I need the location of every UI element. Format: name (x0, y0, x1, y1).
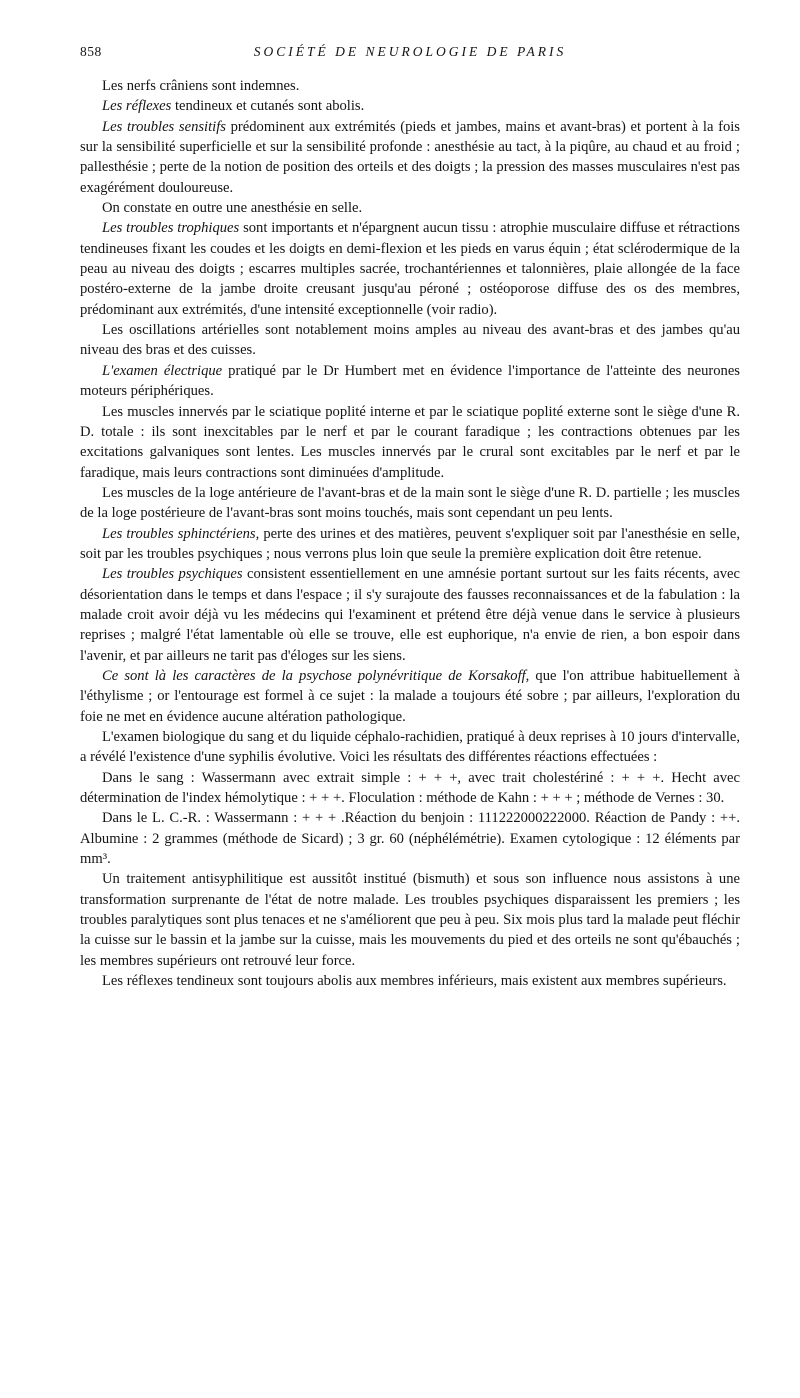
paragraph (80, 402, 740, 483)
paragraph-lead: Ce sont là les caractères de la psychose polynévritique de Korsakoff, (102, 667, 530, 684)
paragraph-text: Les muscles innervés par le sciatique poplité interne et par le sciatique poplité externe sont le siège d'une R. D. totale : ils sont inexcitables par le nerf et par le courant faradique ; les contractions obtenues par les excitations galvaniques sont lentes. Les muscles innervés par le crural sont excitables par le nerf et par le faradique, mais leurs contractions sont diminuées d'amplitude. (80, 403, 740, 481)
paragraph-text: Les réflexes tendineux sont toujours abolis aux membres inférieurs, mais existent aux membres supérieurs. (102, 973, 727, 990)
paragraph (80, 198, 740, 218)
paragraph (80, 666, 740, 727)
paragraph-text: tendineux et cutanés sont abolis. (171, 98, 365, 115)
paragraph (80, 971, 740, 991)
paragraph-text: que l'on attribue habituellement à l'éthylisme ; or l'entourage est formel à ce sujet : la malade a toujours été sobre ; par ailleurs, l'exploration du foie ne met en évidence aucune altération pathologique. (80, 667, 740, 725)
paragraph (80, 524, 740, 565)
paragraph-lead: Les réflexes (102, 98, 172, 115)
paragraph-text: Les nerfs crâniens sont indemnes. (102, 78, 300, 94)
paragraph-text: Dans le L. C.-R. : Wassermann : + + + .Réaction du benjoin : 111222000222000. Réaction de Pandy : ++. Albumine : 2 grammes (méthode de Sicard) ; 3 gr. 60 (néphélémétrie). Examen cytologique : 12 éléments par mm³. (80, 810, 740, 868)
paragraph (80, 727, 740, 768)
paragraph-lead: Les troubles sensitifs (102, 118, 226, 135)
paragraph (80, 361, 740, 402)
paragraph (80, 483, 740, 524)
paragraph-text: Les oscillations artérielles sont notablement moins amples au niveau des avant-bras et des jambes qu'au niveau des bras et des cuisses. (80, 322, 740, 359)
paragraph-text: Un traitement antisyphilitique est aussitôt institué (bismuth) et sous son influence nous assistons à une transformation surprenante de l'état de notre malade. Les troubles psychiques disparaissent les premiers ; les troubles paralytiques sont plus tenaces et ne s'améliorent que peu à peu. Six mois plus tard la malade peut fléchir la cuisse sur le bassin et la jambe sur la cuisse, mais les mouvements du pied et des orteils ne sont qu'ébauchés ; les membres supérieurs ont retrouvé leur force. (80, 871, 740, 969)
paragraph-lead: L'examen électrique (102, 362, 223, 379)
document-page (80, 42, 740, 991)
paragraph (80, 808, 740, 869)
paragraph-lead: Les troubles psychiques (102, 566, 243, 583)
paragraph-text: pratiqué par le Dr Humbert met en évidence l'importance de l'atteinte des neurones moteurs périphériques. (80, 362, 740, 400)
page-number: 858 (80, 44, 102, 59)
paragraph-text: perte des urines et des matières, peuvent s'expliquer soit par l'anesthésie en selle, soit par les troubles psychiques ; nous verrons plus loin que seule la première explication doit être retenue. (80, 525, 740, 562)
paragraph-lead: Les troubles sphinctériens, (102, 525, 260, 542)
page-header (80, 42, 740, 64)
paragraph (80, 768, 740, 809)
paragraph (80, 76, 740, 96)
paragraph-text: Dans le sang : Wassermann avec extrait simple : + + +, avec trait cholestériné : + + +. Hecht avec détermination de l'index hémolytique : + + +. Floculation : méthode de Kahn : + + + ; méthode de Vernes : 30. (80, 769, 740, 807)
paragraph (80, 564, 740, 666)
paragraph-text: L'examen biologique du sang et du liquide céphalo-rachidien, pratiqué à deux reprises à 10 jours d'intervalle, a révélé l'existence d'une syphilis évolutive. Voici les résultats des différentes réactions effectuées : (80, 729, 740, 766)
paragraph (80, 218, 740, 320)
paragraph-text: prédominent aux extrémités (pieds et jambes, mains et avant-bras) et portent à la fois sur la sensibilité superficielle et sur la sensibilité profonde : anesthésie au tact, à la piqûre, au chaud et au froid ; pallesthésie ; perte de la notion de position des orteils et des doigts ; la pression des masses musculaires n'est pas exagérément douloureuse. (80, 118, 740, 196)
paragraph (80, 117, 740, 198)
paragraph (80, 320, 740, 361)
body-text (80, 76, 740, 991)
paragraph (80, 869, 740, 971)
paragraph (80, 96, 740, 116)
paragraph-text: Les muscles de la loge antérieure de l'avant-bras et de la main sont le siège d'une R. D. partielle ; les muscles de la loge postérieure de l'avant-bras sont moins touchés, mais sont cependant un peu lents. (80, 484, 740, 522)
paragraph-text: On constate en outre une anesthésie en selle. (102, 200, 363, 217)
running-head: SOCIÉTÉ DE NEUROLOGIE DE PARIS (253, 44, 567, 59)
paragraph-text: sont importants et n'épargnent aucun tissu : atrophie musculaire diffuse et rétractions tendineuses fixant les coudes et les doigts en demi-flexion et les pieds en varus équin ; état sclérodermique de la peau au niveau des doigts ; escarres multiples sacrée, trochantériennes et talonnières, plaie allongée de la face postéro-externe de la jambe droite creusant jusqu'au péroné ; ostéoporose diffuse des os des membres, prédominant aux extrémités, d'une intensité exceptionnelle (voir radio). (80, 220, 740, 318)
paragraph-text: consistent essentiellement en une amnésie portant surtout sur les faits récents, avec désorientation dans le temps et dans l'espace ; il s'y surajoute des fausses reconnaissances et de la fabulation : la malade croit avoir déjà vu les médecins qui l'examinent et prétend être déjà venue dans le service à plusieurs reprises ; malgré l'état lamentable où elle se trouve, elle est euphorique, n'a envie de rien, a bon espoir dans l'avenir, et par ailleurs ne tarit pas d'éloges sur les siens. (80, 566, 740, 664)
paragraph-lead: Les troubles trophiques (102, 220, 240, 237)
